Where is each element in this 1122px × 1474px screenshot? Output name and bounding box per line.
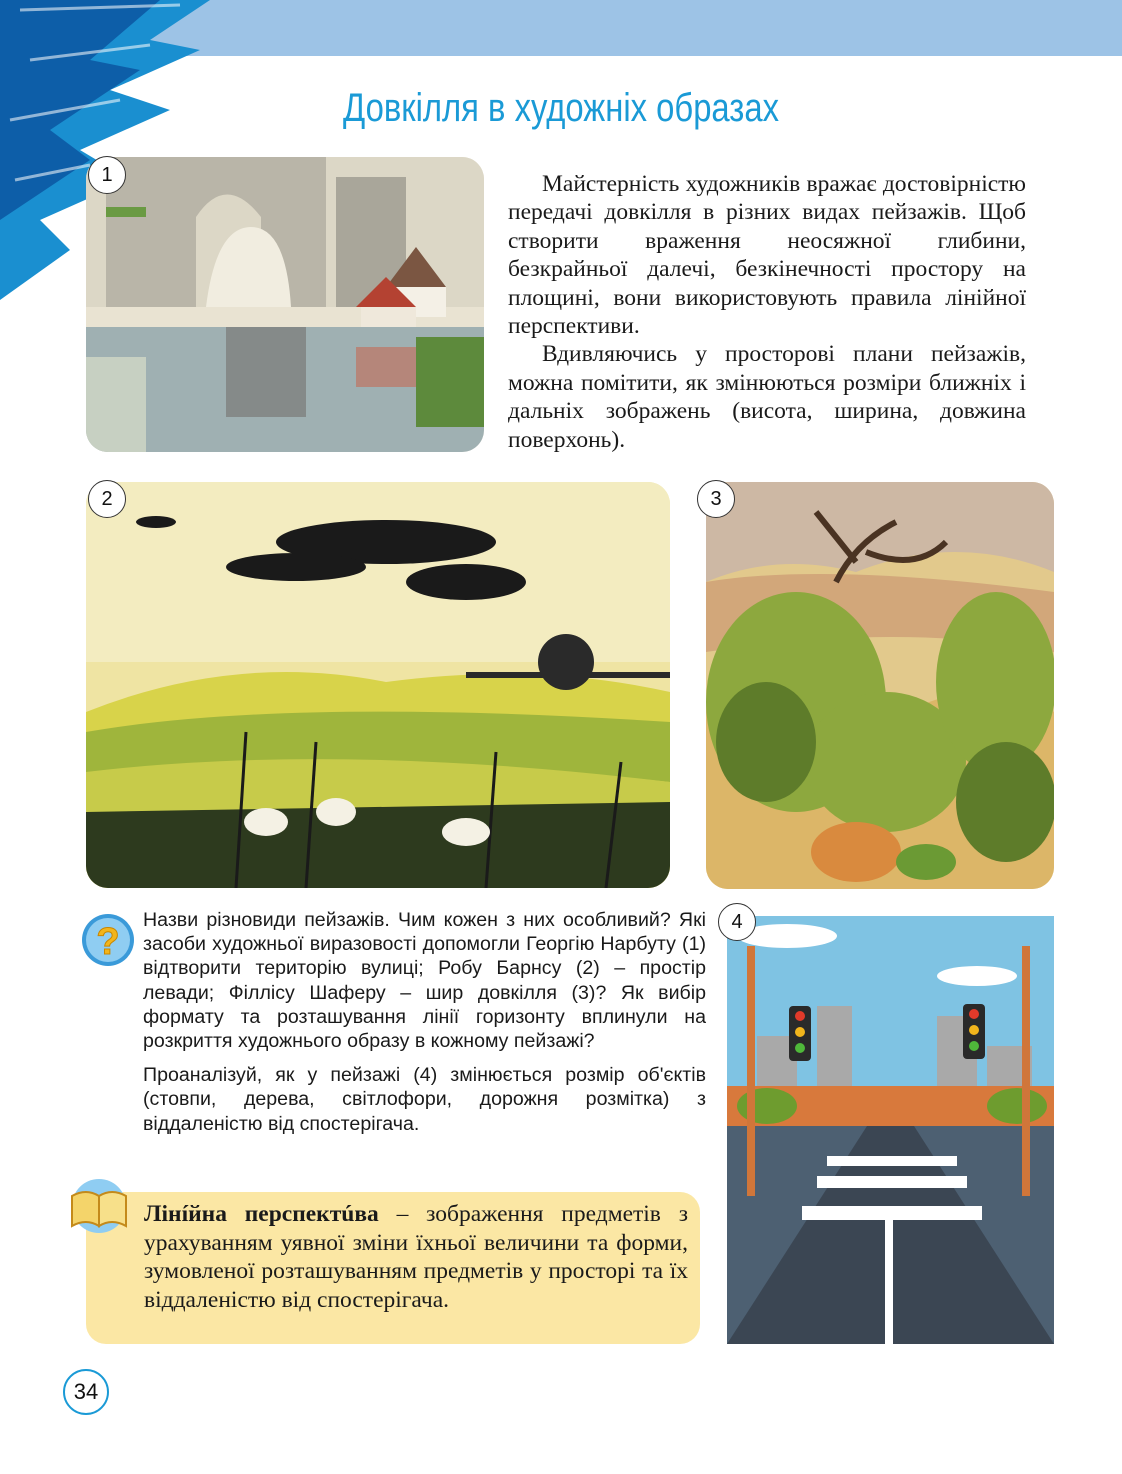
definition-text: [144, 1200, 688, 1314]
intro-text: [508, 170, 1026, 454]
intro-paragraph: Вдивляючись у просторові плани пейзажів, можна помітити, як змінюються розміри ближніх і дальніх зображень (висота, ширина, довжина поверхонь).: [508, 341, 1026, 453]
figure-1-city-painting: [86, 157, 484, 452]
figure-2-fields-painting: [86, 482, 670, 888]
page-number: 34: [63, 1369, 109, 1415]
figure-number: 2: [88, 480, 126, 518]
open-book-icon: [66, 1178, 132, 1234]
figure-number: 1: [88, 156, 126, 194]
figure-number: 3: [697, 480, 735, 518]
question-mark-icon: [80, 912, 136, 968]
questions-block: [143, 908, 706, 1146]
question-paragraph: Проаналізуй, як у пейзажі (4) змінюється розмір об'єктів (стовпи, дерева, світлофори, дорожня розмітка) з віддаленістю від спостерігача.: [143, 1064, 706, 1135]
page-title: Довкілля в художніх образах: [343, 86, 779, 130]
question-paragraph: Назви різновиди пейзажів. Чим кожен з них особливий? Які засоби художньої виразовості допомогли Георгію Нарбуту (1) відтворити територію вулиці; Робу Барнсу (2) – простір левади; Філлісу Шаферу – шир довкілля (3)? Як вибір формату та розташування лінії горизонту вплинули на розкриття художнього образу в кожному пейзажі?: [143, 909, 706, 1053]
definition-term: Лінíйна перспектúва: [144, 1201, 379, 1227]
svg-text:?: ?: [96, 921, 120, 963]
figure-4-road-illustration: [727, 916, 1054, 1344]
intro-paragraph: Майстерність художників вражає достовірністю передачі довкілля в різних видах пейзажів. Щоб створити враження неосяжної глибини, безкрайньої далечі, безкінечності простору на площині, вони використовують правила лінійної перспективи.: [508, 171, 1026, 340]
figure-number: 4: [718, 903, 756, 941]
top-band: [150, 0, 1122, 56]
figure-3-tree-painting: [706, 482, 1054, 889]
definition-body: – зображення предметів з урахуванням уявної зміни їхньої величини та форми, зумовленої розташуванням предметів у просторі та їх віддаленістю від спостерігача.: [144, 1201, 688, 1313]
